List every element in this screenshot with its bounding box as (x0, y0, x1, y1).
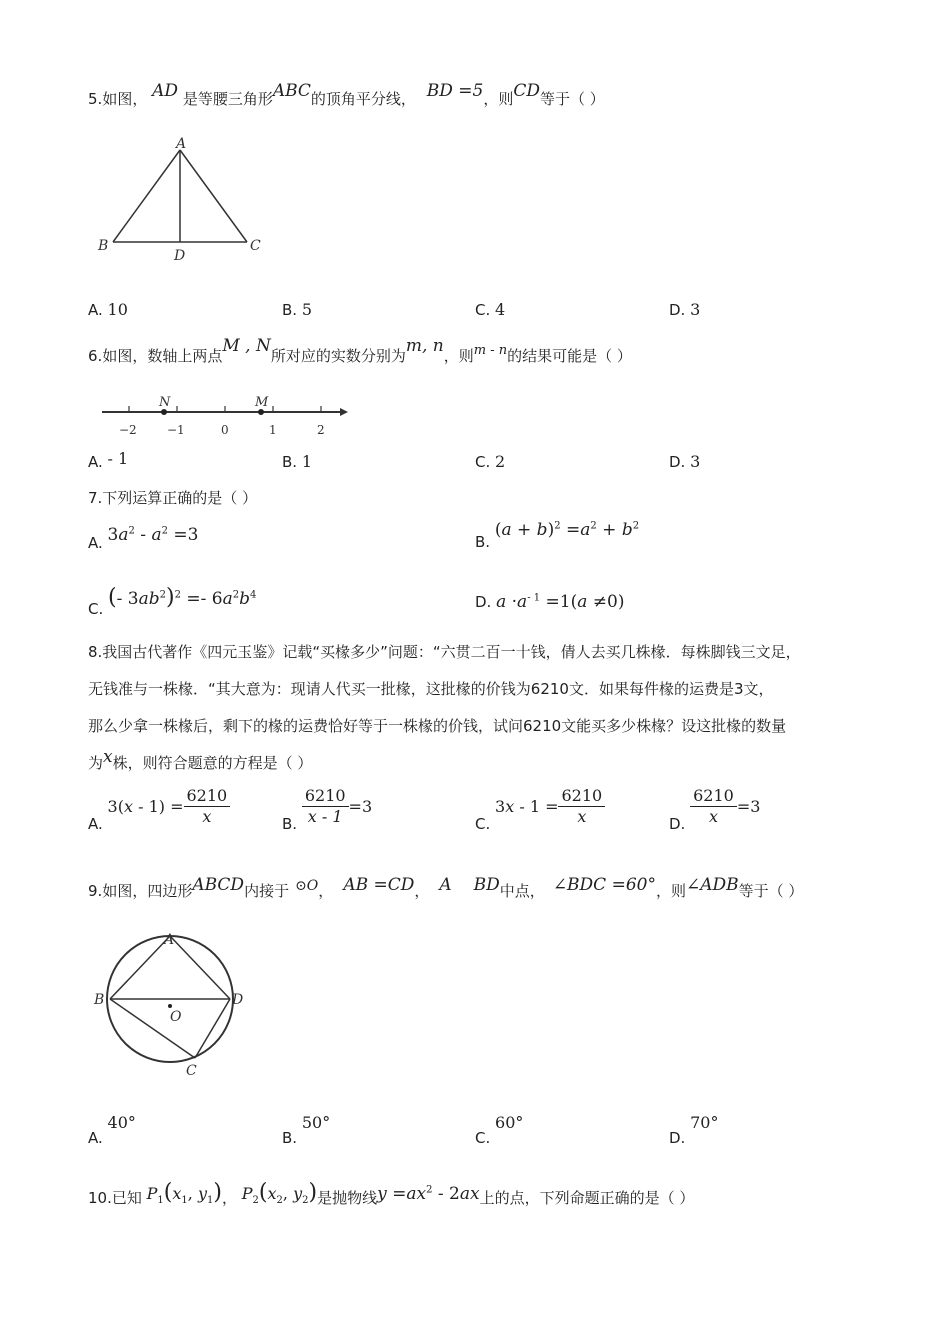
q7-option-c[interactable] (88, 585, 257, 618)
q5-option-d[interactable] (669, 300, 700, 319)
q6-number-line (100, 394, 355, 442)
label-d: D (232, 992, 244, 1008)
arrow-icon (340, 408, 348, 416)
q6-text-3: ，则 (443, 347, 474, 365)
option-label: C. (88, 600, 109, 618)
option-label: D. (475, 593, 497, 611)
denominator: x - 1 (307, 807, 343, 826)
q7-option-b[interactable] (475, 520, 640, 551)
label-b: B (94, 992, 105, 1008)
label-d: D (174, 248, 186, 262)
q9-math-ab-cd: AB =CD (343, 875, 415, 895)
q5-text-5: 等于（ ） (539, 90, 605, 108)
q5-number: 5. (88, 90, 103, 108)
option-label: A. (88, 815, 108, 833)
denominator: x (202, 807, 212, 826)
q8-option-d[interactable] (669, 786, 760, 833)
label-c: C (186, 1063, 197, 1079)
q9-option-a[interactable] (88, 1113, 136, 1147)
q5-math-ad: AD (152, 81, 179, 101)
question-10-stem (88, 1180, 695, 1210)
q6-option-b[interactable] (282, 452, 312, 471)
option-value: 3 (690, 300, 701, 319)
q9-math-bd: BD (473, 875, 500, 895)
q6-option-a[interactable] (88, 449, 129, 471)
question-8-line-2: 无钱准与一株椽．“其大意为：现请人代买一批椽，这批椽的价钱为6210文．如果每件椽的运费是3文， (88, 680, 774, 698)
denominator: x (577, 807, 587, 826)
option-label: B. (282, 1129, 302, 1147)
side-ab (113, 150, 180, 242)
q6-math-m-minus-n: m - n (473, 343, 508, 358)
option-label: C. (475, 815, 496, 833)
q10-text-2: ， (221, 1189, 237, 1207)
q9-option-b[interactable] (282, 1113, 331, 1147)
option-math: $(a + b)^2 =a^2 + b^2$ (494, 520, 640, 540)
option-label: B. (475, 533, 495, 551)
option-value: - 1 (107, 449, 129, 468)
option-label: A. (88, 453, 108, 471)
chord-ab (110, 936, 170, 999)
option-value: 40° (107, 1113, 136, 1132)
q7-option-d[interactable] (475, 592, 624, 612)
q9-text-6: ，则 (655, 882, 686, 900)
q6-text-1: 如图，数轴上两点 (102, 347, 223, 365)
option-label: C. (475, 301, 496, 319)
numerator: 6210 (184, 786, 231, 807)
q8-text-b: 株，则符合题意的方程是（ ） (112, 754, 313, 772)
label-c: C (250, 238, 261, 254)
q9-math-a: A (439, 875, 452, 895)
q9-text-4: ， (414, 882, 430, 900)
q5-option-b[interactable] (282, 300, 312, 319)
option-math: $a \cdot a^{- 1} =1(a \ne 0)$ (496, 592, 625, 612)
q9-text-2: 内接于 (244, 882, 290, 900)
question-8-line-4 (88, 747, 313, 773)
q9-math-angle-adb: ∠ADB (685, 875, 739, 895)
question-8-line-3: 那么少拿一株椽后，剩下的椽的运费恰好等于一株椽的价钱，试问6210文能买多少株椽？设这批椽的数量 (88, 717, 787, 735)
q7-option-a[interactable] (88, 525, 199, 552)
option-label: A. (88, 1129, 108, 1147)
q8-option-c[interactable] (475, 786, 605, 833)
q10-text-4: 上的点，下列命题正确的是（ ） (479, 1189, 695, 1207)
tick-label: −2 (119, 423, 137, 437)
question-6-stem (88, 336, 632, 366)
option-rhs: =3 (736, 797, 761, 816)
option-label: D. (669, 1129, 691, 1147)
option-lhs: 3(x - 1) = (107, 797, 184, 816)
side-ac (180, 150, 247, 242)
q9-circle-figure (90, 928, 260, 1080)
option-value: 2 (495, 452, 506, 471)
option-fraction (184, 786, 231, 827)
tick-label: −1 (167, 423, 185, 437)
question-7-stem: 7.下列运算正确的是（ ） (88, 489, 258, 507)
option-lhs: 3x - 1 = (495, 797, 559, 816)
option-value: 5 (301, 300, 313, 319)
question-5-stem (88, 81, 605, 109)
q5-math-abc: ABC (272, 81, 311, 101)
q10-math-p2: $P_2(x_2$, $y_2$) (241, 1180, 318, 1207)
label-o: O (170, 1009, 182, 1025)
q6-option-d[interactable] (669, 452, 700, 471)
q6-option-c[interactable] (475, 452, 505, 471)
q5-triangle-figure (92, 132, 272, 262)
option-fraction (558, 786, 605, 827)
center-point (168, 1004, 172, 1008)
q9-math-circle-o: ⊙O (295, 878, 319, 894)
q6-text-4: 的结果可能是（ ） (507, 347, 632, 365)
q5-text-4: ，则 (483, 90, 514, 108)
question-8-line-1: 8.我国古代著作《四元玉鉴》记载“买椽多少”问题：“六贯二百一十钱，倩人去买几株椽．每株脚钱三文足， (88, 643, 801, 661)
option-label: B. (282, 301, 302, 319)
q10-number: 10. (88, 1189, 112, 1207)
q5-option-a[interactable] (88, 300, 128, 319)
option-label: A. (88, 534, 108, 552)
option-label: D. (669, 453, 691, 471)
option-value: 60° (495, 1113, 524, 1132)
label-b: B (98, 238, 109, 254)
label-a: A (164, 932, 175, 948)
tick-label: 2 (317, 423, 325, 437)
q6-text-2: 所对应的实数分别为 (270, 347, 406, 365)
chord-bc (110, 999, 195, 1058)
option-value: 4 (495, 300, 506, 319)
option-label: B. (282, 453, 302, 471)
denominator: x (708, 807, 718, 826)
option-value: 1 (301, 452, 313, 471)
q5-math-cd: CD (513, 81, 540, 101)
q5-text-3: 的顶角平分线， (310, 90, 416, 108)
numerator: 6210 (558, 786, 605, 807)
q9-math-abcd: ABCD (192, 875, 245, 895)
q8-math-x: x (103, 747, 113, 767)
option-value: 70° (690, 1113, 719, 1132)
q9-text-1: 如图，四边形 (102, 882, 193, 900)
q5-option-c[interactable] (475, 300, 505, 319)
label-n: N (159, 395, 171, 410)
option-label: D. (669, 815, 691, 833)
chord-ad (170, 936, 230, 999)
option-fraction (302, 786, 349, 827)
q6-number: 6. (88, 347, 103, 365)
q9-option-d[interactable] (669, 1113, 719, 1147)
q10-text-3: 是抛物线 (317, 1189, 378, 1207)
option-label: C. (475, 1129, 496, 1147)
option-value: 10 (107, 300, 128, 319)
numerator: 6210 (690, 786, 737, 807)
tick-label: 0 (221, 423, 229, 437)
q10-text-1: 已知 (111, 1189, 142, 1207)
option-math: $3a^2 - a^2 =3$ (107, 525, 199, 545)
option-label: A. (88, 301, 108, 319)
option-fraction (690, 786, 737, 827)
numerator: 6210 (302, 786, 349, 807)
q10-math-p1: $P_1(x_1$, $y_1$) (146, 1180, 222, 1207)
q9-option-c[interactable] (475, 1113, 524, 1147)
q8-option-a[interactable] (88, 786, 230, 833)
option-label: D. (669, 301, 691, 319)
q8-option-b[interactable] (282, 786, 372, 833)
option-value: 3 (690, 452, 701, 471)
question-9-stem (88, 875, 804, 901)
label-a: A (176, 136, 187, 152)
q9-number: 9. (88, 882, 103, 900)
option-label: C. (475, 453, 496, 471)
option-rhs: =3 (348, 797, 373, 816)
q5-text-2: 是等腰三角形 (182, 90, 273, 108)
q5-text-1: 如图， (102, 90, 148, 108)
q6-math-mn: M , N (222, 336, 271, 356)
label-m: M (255, 395, 269, 410)
q5-math-bd: BD =5 (426, 81, 484, 101)
q9-text-7: 等于（ ） (738, 882, 804, 900)
q6-math-m-n: m, n (405, 336, 444, 356)
q8-text-a: 为 (88, 754, 104, 772)
tick-label: 1 (269, 423, 277, 437)
option-math: (- $3ab^2)^2 =- 6a^2b^4$ (108, 585, 257, 610)
q9-text-3: ， (318, 882, 334, 900)
q9-text-5: 中点， (499, 882, 545, 900)
q9-math-angle-bdc: ∠BDC =60° (552, 875, 656, 895)
q10-math-parabola: $y =ax^2 - 2ax$ (377, 1184, 480, 1204)
option-value: 50° (301, 1113, 331, 1132)
option-label: B. (282, 815, 302, 833)
